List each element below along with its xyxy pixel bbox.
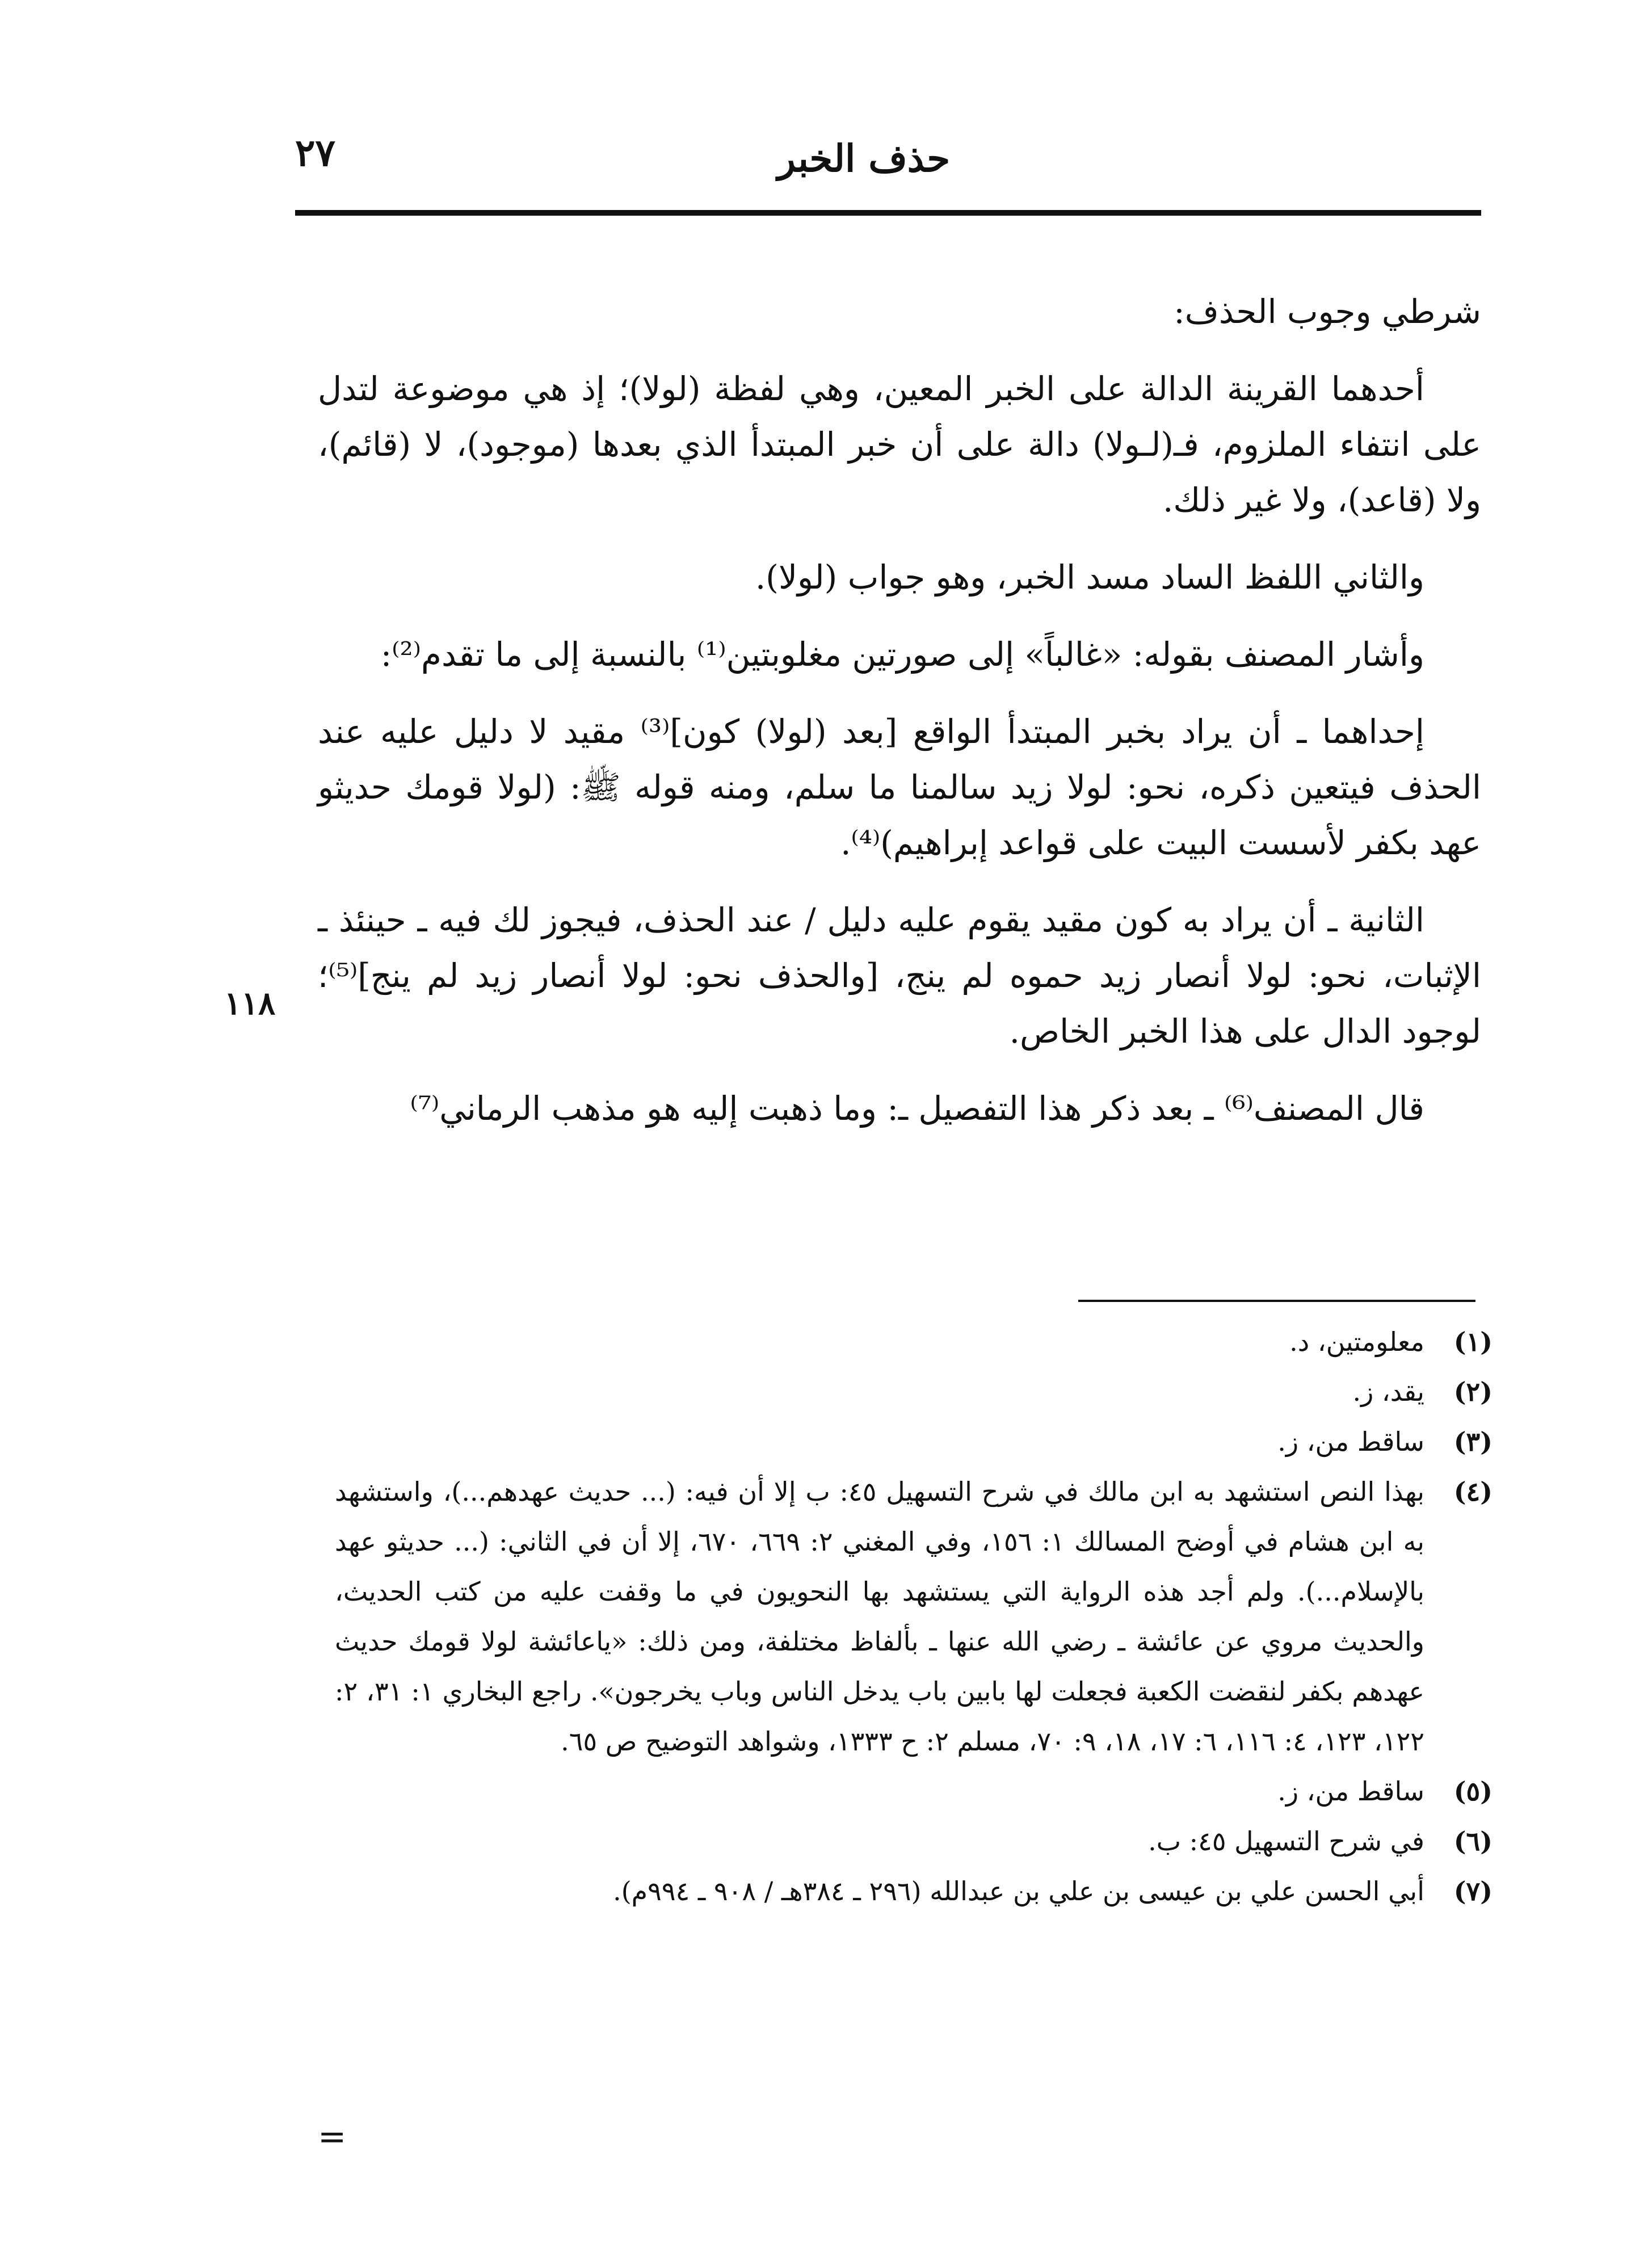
footnote [335, 1816, 1493, 1866]
footnote-number: (١) [1453, 1326, 1493, 1357]
footnote-text: يقد، ز. [1352, 1376, 1424, 1407]
paragraph-heading: شرطي وجوب الحذف: [1174, 292, 1481, 331]
footnote [335, 1317, 1493, 1367]
footnote-text: بهذا النص استشهد به ابن مالك في شرح التسهيل ٤٥: ب إلا أن فيه: (... حديث عهدهم...)، واستشهد به ابن هشام في أوضح المسالك ١: ١٥٦، وفي المغني ٢: ٦٦٩، ٦٧٠، إلا أن في الثاني: (... حديثو عهد بالإسلام...). ولم أجد هذه الرواية التي يستشهد بها النحويون في ما وقفت عليه من كتب الحديث، والحديث مروي عن عائشة ـ رضي الله عنها ـ بألفاظ مختلفة، ومن ذلك: «ياعائشة لولا قومك حديث عهدهم بكفر لنقضت الكعبة فجعلت لها بابين باب يدخل الناس وباب يخرجون». راجع البخاري ١: ٣١، ٢: ١٢٢، ١٢٣، ٤: ١١٦، ٦: ١٧، ١٨، ٩: ٧٠، مسلم ٢: ح ١٣٣٣، وشواهد التوضيح ص ٦٥. [335, 1476, 1425, 1757]
paragraph: أحدهما القرينة الدالة على الخبر المعين، وهي لفظة (لولا)؛ إذ هي موضوعة لتدل على انتفاء الملزوم، فـ(لـولا) دالة على أن خبر المبتدأ الذي بعدها (موجود)، لا (قائم)، ولا (قاعد)، ولا غير ذلك. [318, 369, 1481, 519]
footnote-number: (٦) [1453, 1826, 1493, 1857]
header-rule [295, 210, 1481, 216]
margin-page-reference: ١١٨ [224, 985, 276, 1022]
footnote-number: (٣) [1453, 1426, 1493, 1457]
paragraph: وأشار المصنف بقوله: «غالباً» إلى صورتين مغلوبتين⁽¹⁾ بالنسبة إلى ما تقدم⁽²⁾: [380, 635, 1424, 674]
page-number: ٢٧ [295, 131, 335, 175]
paragraph: الثانية ـ أن يراد به كون مقيد يقوم عليه دليل / عند الحذف، فيجوز لك فيه ـ حينئذ ـ الإثبات، نحو: لولا أنصار زيد حموه لم ينج، [والحذف نحو: لولا أنصار زيد لم ينج]⁽⁵⁾؛ لوجود الدال على هذا الخبر الخاص. [318, 901, 1481, 1051]
footnote [335, 1367, 1493, 1417]
footnote-text: معلومتين، د. [1289, 1326, 1424, 1357]
footnote-number: (٧) [1453, 1876, 1493, 1906]
footnote-text: أبي الحسن علي بن عيسى بن علي بن عبدالله (٢٩٦ ـ ٣٨٤هـ / ٩٠٨ ـ ٩٩٤م). [613, 1876, 1424, 1906]
page-header [295, 119, 1487, 210]
paragraph: والثاني اللفظ الساد مسد الخبر، وهو جواب (لولا). [755, 558, 1424, 597]
footnote-separator [1078, 1300, 1475, 1302]
paragraph: قال المصنف⁽⁶⁾ ـ بعد ذكر هذا التفصيل ـ: وما ذهبت إليه هو مذهب الرماني⁽⁷⁾ [410, 1089, 1424, 1128]
paragraph: إحداهما ـ أن يراد بخبر المبتدأ الواقع [بعد (لولا) كون]⁽³⁾ مقيد لا دليل عليه عند الحذف فيتعين ذكره، نحو: لولا زيد سالمنا ما سلم، ومنه قوله ﷺ: (لولا قومك حديثو عهد بكفر لأسست البيت على قواعد إبراهيم)⁽⁴⁾. [318, 712, 1481, 862]
running-title: حذف الخبر [777, 136, 951, 180]
footnote-text: ساقط من، ز. [1277, 1776, 1424, 1807]
footnote-text: في شرح التسهيل ٤٥: ب. [1148, 1826, 1424, 1857]
footnote [335, 1866, 1493, 1916]
footnote [335, 1766, 1493, 1816]
main-text [318, 284, 1481, 1158]
footnotes [335, 1317, 1493, 1916]
footnote-text: ساقط من، ز. [1277, 1426, 1424, 1457]
footnote-number: (٢) [1453, 1376, 1493, 1407]
footnote-number: (٤) [1453, 1476, 1493, 1507]
footnote [335, 1417, 1493, 1467]
footnote-number: (٥) [1453, 1776, 1493, 1807]
continuation-mark: = [318, 2117, 347, 2157]
footnote [335, 1467, 1493, 1766]
